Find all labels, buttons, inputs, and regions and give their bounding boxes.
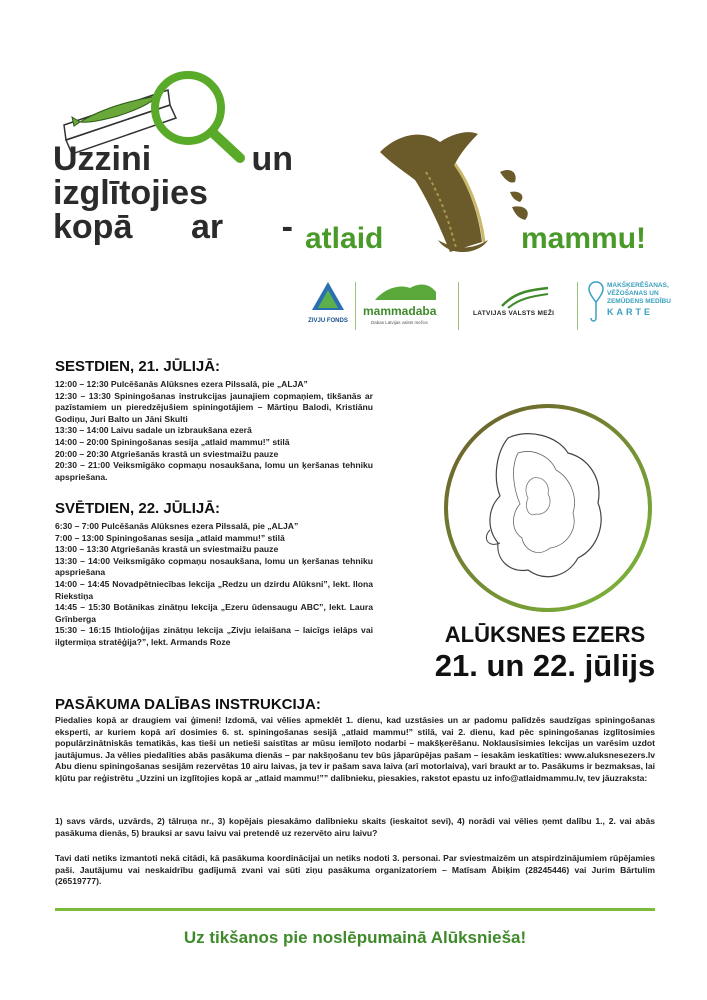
schedule-item: 12:00 – 12:30 Pulcēšanās Alūksnes ezera Pilssalā, pie „ALJA”	[55, 379, 308, 389]
saturday-title: SESTDIEN, 21. JŪLIJĀ:	[55, 358, 221, 375]
headline-line-3: kopā ar -	[53, 208, 293, 246]
headline	[53, 142, 293, 244]
partner-zivju-fonds: ZIVJU FONDS	[308, 318, 348, 324]
partner-lvm: LATVIJAS VALSTS MEŽI	[473, 310, 555, 317]
mammadaba-logo-icon	[370, 278, 440, 304]
map-pin-icon	[587, 280, 605, 324]
schedule-item: 14:00 – 14:45 Novadpētniecības lekcija „Redzu un dzirdu Alūksni”, lekt. Ilona Riekstiņa	[55, 578, 373, 601]
schedule-item: 20:30 – 21:00 Veiksmīgāko copmaņu nosaukšana, lomu un ķeršanas tehniku apspriešana.	[55, 460, 373, 482]
headline-line-2: izglītojies	[53, 174, 208, 212]
lake-title: ALŪKSNES EZERS	[444, 622, 646, 647]
schedule-item: 12:30 – 13:30 Spiningošanas instrukcijas jaunajiem copmaņiem, tikšanās ar pazīstamiem un pieredzējušiem spiningotājiem – Mārtiņu Balodi, Kristiānu Godiņu, Juri Balto un Jāni Skulti	[55, 390, 373, 424]
sunday-title: SVĒTDIEN, 22. JŪLIJĀ:	[55, 500, 221, 517]
footer-divider	[55, 908, 655, 911]
logo-divider	[577, 282, 578, 330]
partner-karte-sub: KARTE	[607, 307, 653, 317]
schedule-item: 20:00 – 20:30 Atgriešanās krastā un sviestmaižu pauze	[55, 448, 279, 459]
schedule-item: 6:30 – 7:00 Pulcēšanās Alūksnes ezera Pilssalā, pie „ALJA”	[55, 521, 299, 531]
partner-mammadaba: mammadaba	[363, 304, 437, 318]
partner-karte-line-3: ZEMŪDENS MEDĪBU	[607, 298, 671, 305]
headline-line-1: Uzzini un	[53, 140, 293, 178]
lake-map-illustration	[438, 398, 658, 618]
zivju-fonds-logo-icon	[310, 280, 346, 316]
instructions-paragraph-2: 1) savs vārds, uzvārds, 2) tālruņa nr., 3) kopējais piesakāmo dalībnieku skaits (ieskaitot sevi), 4) norādi vai vēlies ņemt dalību 1., 2. vai abās pasākuma dienās, 5) brauksi ar savu laivu vai pretendē uz rezervēto airu laivu?	[55, 816, 655, 838]
schedule-item: 14:45 – 15:30 Botānikas zinātņu lekcija „Ezeru ūdensaugu ABC”, lekt. Laura Grīnberga	[55, 602, 373, 624]
schedule-item: 14:00 – 20:00 Spiningošanas sesija „atlaid mammu!” stilā	[55, 436, 290, 447]
logo-word-mammu: mammu!	[521, 222, 647, 255]
logo-word-atlaid: atlaid	[305, 222, 384, 255]
instructions-paragraph-1: Piedalies kopā ar draugiem vai ģimeni! Izdomā, vai vēlies apmeklēt 1. dienu, kad uzstāsies un ar padomu palīdzēs saudzīgas spiningošanas eksperti, ar kuriem kopā arī dosimies 6. st. spiningošanas sesijā „atlaid mammu!” stilā, vai 2. dienu, kad pēc spiningošanas izglītosimies populārzinātniskās tematikās, kas tieši un netieši saistītas ar mūsu iemīļoto nodarbi – makšķerēšanu. Noklausīsimies lekcijas un varēsim uzdot jautājumus. Ja vēlies piedalīties abās pasākuma dienās – par nakšņošanu tev būs jāparūpējas pašam – iesakām ieskatīties: www.aluksnesezers.lv Abu dienu spiningošanas sesijām rezervētas 10 airu laivas, ja tev ir pašam sava laiva (arī motorlaiva), vari braukt ar to. Pasākums ir bezmaksas, lai kļūtu par reģistrētu „Uzzini un izglītojies kopā ar „atlaid mammu!”” dalībnieku, piesakies, rakstot epastu uz info@atlaidmammu.lv, tev jāuzraksta:	[55, 715, 655, 783]
sunday-schedule	[55, 521, 373, 649]
instructions-title: PASĀKUMA DALĪBAS INSTRUKCIJA:	[55, 696, 321, 713]
lake-date: 21. un 22. jūlijs	[434, 648, 656, 683]
schedule-item: 13:30 – 14:00 Laivu sadale un izbraukšana ezerā	[55, 425, 252, 436]
logo-divider	[458, 282, 459, 330]
schedule-item: 13:00 – 13:30 Atgriešanās krastā un sviestmaižu pauze	[55, 544, 279, 555]
partner-karte-line-1: MAKŠĶERĒŠANAS,	[607, 282, 669, 289]
logo-divider	[355, 282, 356, 330]
schedule-item: 15:30 – 16:15 Ihtioloģijas zinātņu lekcija „Zivju ielaišana – laicīgs ielāps vai ilgtermiņa stratēģija?”, lekt. Armands Roze	[55, 625, 373, 647]
partner-mammadaba-tagline: Dabas Latvijas valsts mežos	[371, 320, 428, 325]
schedule-item: 13:30 – 14:00 Veiksmīgāko copmaņu nosaukšana, lomu un ķeršanas tehniku apspriešana	[55, 555, 373, 578]
schedule-item: 7:00 – 13:00 Spiningošanas sesija „atlaid mammu!” stilā	[55, 532, 285, 543]
partner-karte	[607, 282, 671, 316]
footer-text: Uz tikšanos pie noslēpumainā Alūksnieša!	[183, 928, 527, 947]
saturday-schedule	[55, 379, 373, 483]
lvm-logo-icon	[500, 286, 550, 310]
partner-logos	[305, 278, 695, 338]
partner-karte-line-2: VĒŽOŠANAS UN	[607, 290, 659, 297]
instructions-paragraph-3: Tavi dati netiks izmantoti nekā citādi, kā pasākuma koordinācijai un netiks nodoti 3. personai. Par sviestmaizēm un atspirdzinājumiem rūpējamies paši. Jautājumu vai neskaidrību gadījumā zvani vai sūti ziņu pasākuma organizatoriem – Matīsam Ābiķim (28245446) vai Jurim Bārtulim (26519777).	[55, 853, 655, 887]
